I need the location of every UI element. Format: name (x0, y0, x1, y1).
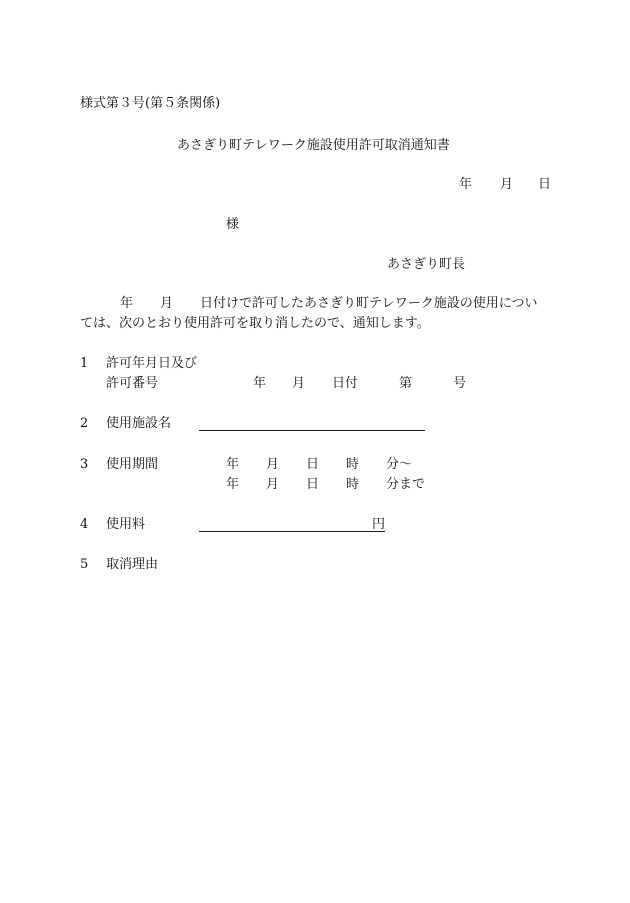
item1-go: 号 (453, 376, 467, 391)
addressee-suffix: 様 (226, 217, 240, 232)
form-number: 様式第３号(第５条関係) (80, 96, 221, 111)
fee-underline (199, 531, 385, 532)
item2-number: 2 (80, 416, 89, 431)
period-to-day: 日 (306, 477, 320, 492)
item1-label-line2: 許可番号 (106, 376, 159, 391)
body-year: 年 (120, 296, 134, 311)
body-line1-text: 日付けで許可したあさぎり町テレワーク施設の使用につい (200, 296, 538, 311)
item1-day: 日付 (332, 376, 359, 391)
period-to-hour: 時 (346, 477, 360, 492)
body-line2-text: ては、次のとおり使用許可を取り消したので、通知します。 (80, 316, 430, 331)
item5-number: 5 (80, 557, 89, 572)
item3-number: 3 (80, 457, 89, 472)
item1-year: 年 (253, 376, 267, 391)
period-to-minute: 分まで (386, 477, 426, 492)
item2-label: 使用施設名 (106, 416, 172, 431)
item4-label: 使用料 (106, 517, 146, 532)
item1-number: 1 (80, 356, 89, 371)
item1-dai: 第 (399, 376, 413, 391)
issuer: あさぎり町長 (387, 257, 466, 272)
date-month: 月 (500, 177, 514, 192)
period-from-year: 年 (226, 457, 240, 472)
date-day: 日 (538, 177, 552, 192)
document-title: あさぎり町テレワーク施設使用許可取消通知書 (177, 138, 450, 153)
item1-label-line1: 許可年月日及び (106, 356, 198, 371)
item4-number: 4 (80, 517, 89, 532)
body-month: 月 (160, 296, 174, 311)
fee-unit: 円 (372, 517, 386, 532)
period-from-minute: 分～ (386, 457, 413, 472)
item3-label: 使用期間 (106, 457, 159, 472)
period-to-year: 年 (226, 477, 240, 492)
period-from-month: 月 (266, 457, 280, 472)
item1-month: 月 (292, 376, 306, 391)
period-from-hour: 時 (346, 457, 360, 472)
facility-name-underline (199, 430, 425, 431)
date-year: 年 (459, 177, 473, 192)
period-to-month: 月 (266, 477, 280, 492)
item5-label: 取消理由 (106, 557, 159, 572)
period-from-day: 日 (306, 457, 320, 472)
